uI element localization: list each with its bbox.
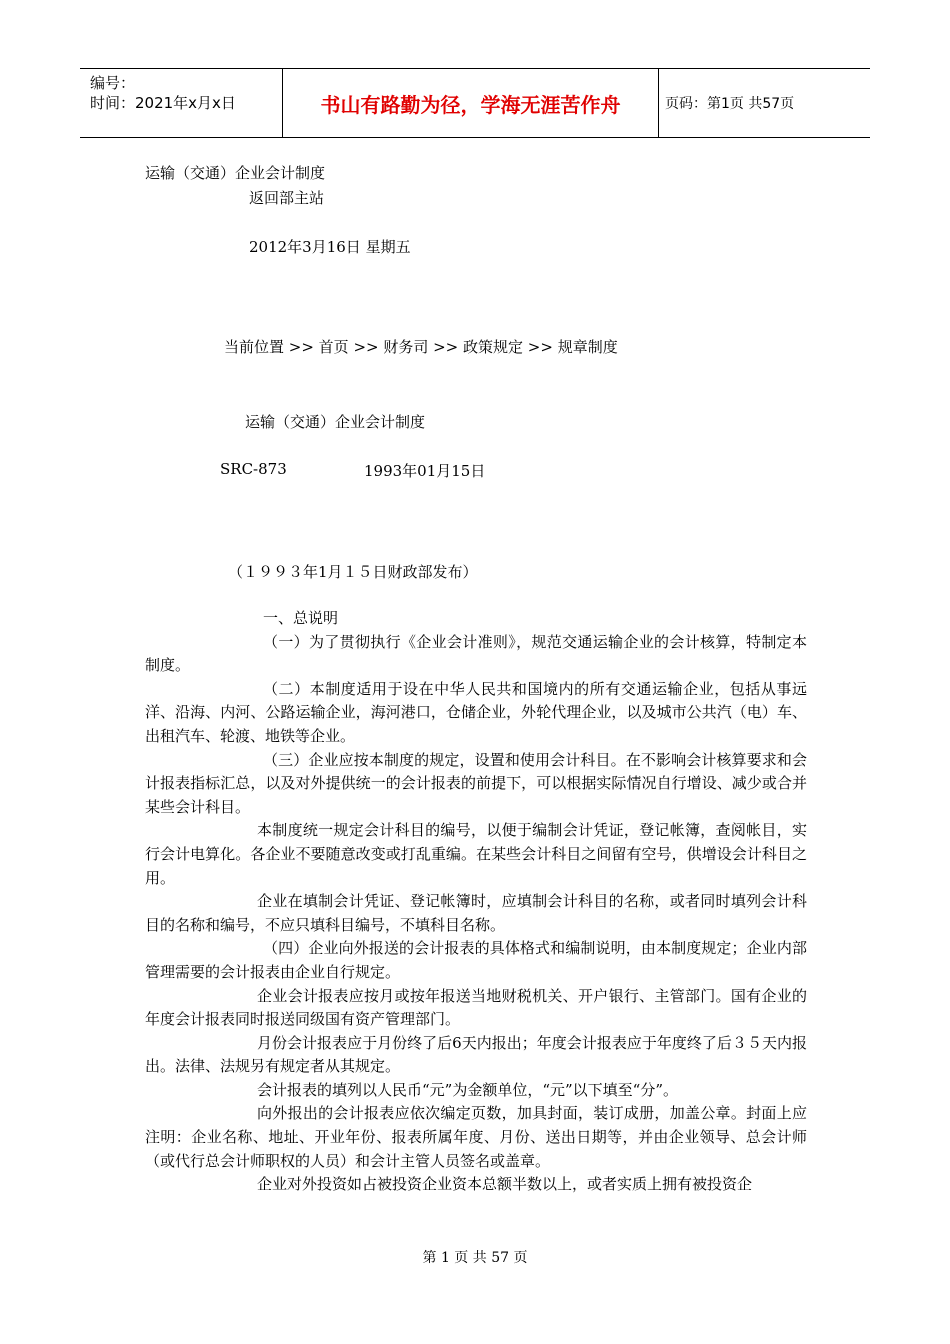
paragraph: 会计报表的填列以人民币“元”为金额单位，“元”以下填至“分”。 <box>257 1080 679 1099</box>
motto: 书山有路勤为径，学海无涯苦作舟 <box>282 69 659 137</box>
paragraph: 本制度统一规定会计科目的编号，以便于编制会计凭证，登记帐簿，查阅帐目，实行会计电算化。各企业不要随意改变或打乱重编。在某些会计科目之间留有空号，供增设会计科目之用。 <box>145 821 807 887</box>
doc-code-date: 1993年01月15日 <box>364 462 486 480</box>
paragraph: 企业在填制会计凭证、登记帐簿时，应填制会计科目的名称，或者同时填列会计科目的名称和编号，不应只填科目编号，不填科目名称。 <box>145 892 807 934</box>
paragraph: （一）为了贯彻执行《企业会计准则》，规范交通运输企业的会计核算，特制定本制度。 <box>145 632 807 675</box>
doc-code: SRC-873 <box>220 460 287 478</box>
paragraph: 企业对外投资如占被投资企业资本总额半数以上，或者实质上拥有被投资企 <box>257 1175 753 1194</box>
breadcrumb: 当前位置 >> 首页 >> 财务司 >> 政策规定 >> 规章制度 <box>224 338 618 356</box>
subtitle: 运输（交通）企业会计制度 <box>245 413 426 431</box>
section-title: 一、总说明 <box>263 609 339 627</box>
time-label: 时间：2021年x月x日 <box>90 94 236 112</box>
back-link[interactable]: 返回部主站 <box>249 189 325 207</box>
header-meta <box>80 69 280 137</box>
publish-note: （１９９３年1月１５日财政部发布） <box>228 563 478 581</box>
paragraph: 企业会计报表应按月或按年报送当地财税机关、开户银行、主管部门。国有企业的年度会计报表同时报送同级国有资产管理部门。 <box>145 986 807 1029</box>
page-code: 页码：第1页 共57页 <box>665 96 795 112</box>
paragraph: （二）本制度适用于设在中华人民共和国境内的所有交通运输企业，包括从事远洋、沿海、内河、公路运输企业，海河港口，仓储企业，外轮代理企业，以及城市公共汽（电）车、出租汽车、轮渡、地铁等企业。 <box>145 679 807 745</box>
body-text <box>145 607 807 1197</box>
paragraph: 月份会计报表应于月份终了后6天内报出；年度会计报表应于年度终了后３５天内报出。法律、法规另有规定者从其规定。 <box>145 1033 807 1076</box>
paragraph: 向外报出的会计报表应依次编定页数，加具封面，装订成册，加盖公章。封面上应注明：企业名称、地址、开业年份、报表所属年度、月份、送出日期等，并由企业领导、总会计师（或代行总会计师职权的人员）和会计主管人员签名或盖章。 <box>145 1104 807 1170</box>
paragraph: （三）企业应按本制度的规定，设置和使用会计科目。在不影响会计核算要求和会计报表指标汇总，以及对外提供统一的会计报表的前提下，可以根据实际情况自行增设、减少或合并某些会计科目。 <box>145 750 807 816</box>
date-line: 2012年3月16日 星期五 <box>249 238 411 256</box>
page-footer: 第 1 页 共 57 页 <box>422 1250 528 1266</box>
paragraph: （四）企业向外报送的会计报表的具体格式和编制说明，由本制度规定；企业内部管理需要的会计报表由企业自行规定。 <box>145 939 807 981</box>
header-table <box>80 68 870 138</box>
doc-title: 运输（交通）企业会计制度 <box>145 164 326 182</box>
number-label: 编号： <box>90 74 136 92</box>
